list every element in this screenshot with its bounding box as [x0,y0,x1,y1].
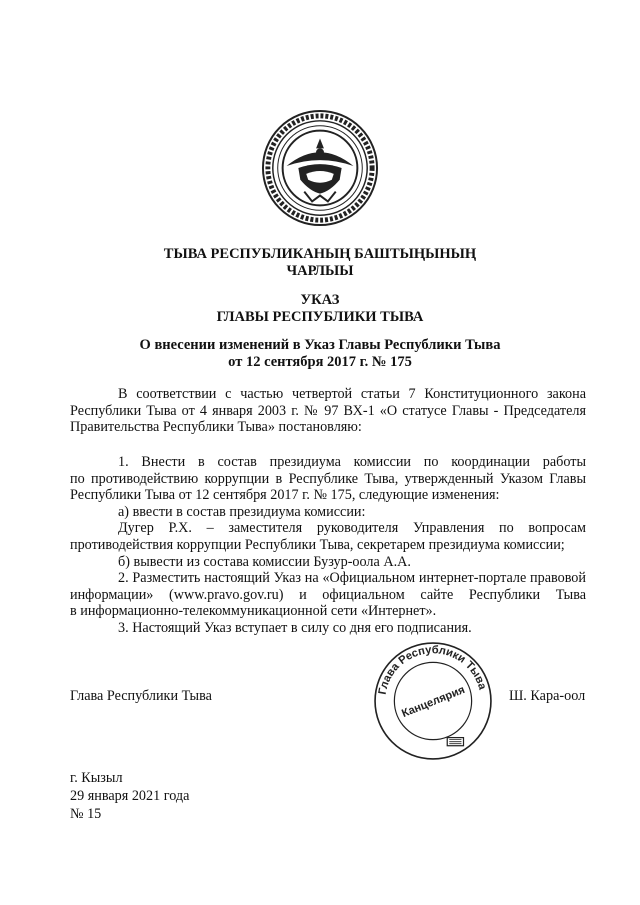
clause-line: Республики Тыва от 12 сентября 2017 г. № 175, следующие изменения: [70,487,500,504]
decree-subject-line-2: от 12 сентября 2017 г. № 175 [228,354,412,370]
document-footer [70,769,189,823]
clause-line: в информационно-телекоммуникационной сети «Интернет». [70,603,437,620]
issue-city: г. Кызыл [70,770,123,786]
preamble [70,386,586,436]
signatory-name: Ш. Кара-оол [509,688,586,704]
preamble-line: Правительства Республики Тыва» постановляю: [70,419,362,436]
issue-date: 29 января 2021 года [70,788,190,804]
decree-subject-line-1: О внесении изменений в Указ Главы Республики Тыва [139,337,501,353]
coat-of-arms-emblem [261,109,379,227]
official-stamp [372,640,494,762]
decree-issuer: ГЛАВЫ РЕСПУБЛИКИ ТЫВА [216,309,424,325]
clause-line: противодействия коррупции Республики Тыва, секретарем президиума комиссии; [70,536,565,553]
decree-clauses [70,454,586,637]
clause-line: по противодействию коррупции в Республике Тыва, утвержденный Указом Главы [70,470,586,487]
preamble-line: Республики Тыва от 4 января 2003 г. № 97 ВХ-1 «О статусе Главы - Председателя [70,402,586,419]
decree-number: № 15 [70,806,102,822]
header-line-1: ТЫВА РЕСПУБЛИКАНЫҢ БАШТЫҢЫНЫҢ [163,246,477,262]
svg-text:Глава Республики Тыва [377,644,489,695]
decree-title: УКАЗ [300,292,340,308]
header-line-2: ЧАРЛЫЫ [286,263,354,279]
clause-line: информации» (www.pravo.gov.ru) и официальном сайте Республики Тыва [70,586,586,603]
stamp-center-text: Канцелярия [400,683,467,721]
preamble-line: В соответствии с частью четвертой статьи 7 Конституционного закона [118,386,586,402]
clause-line: Дугер Р.Х. – заместителя руководителя Управления по вопросам [118,520,586,537]
clause-line: 1. Внести в состав президиума комиссии по координации работы [118,454,586,470]
signatory-position: Глава Республики Тыва [70,688,212,704]
stamp-ring-text: Глава Республики Тыва [376,644,489,696]
clause-line: 2. Разместить настоящий Указ на «Официальном интернет-портале правовой [118,570,586,587]
clause-line: 3. Настоящий Указ вступает в силу со дня его подписания. [118,619,472,636]
clause-line: а) ввести в состав президиума комиссии: [118,503,366,520]
clause-line: б) вывести из состава комиссии Бузур-оола А.А. [118,553,411,570]
